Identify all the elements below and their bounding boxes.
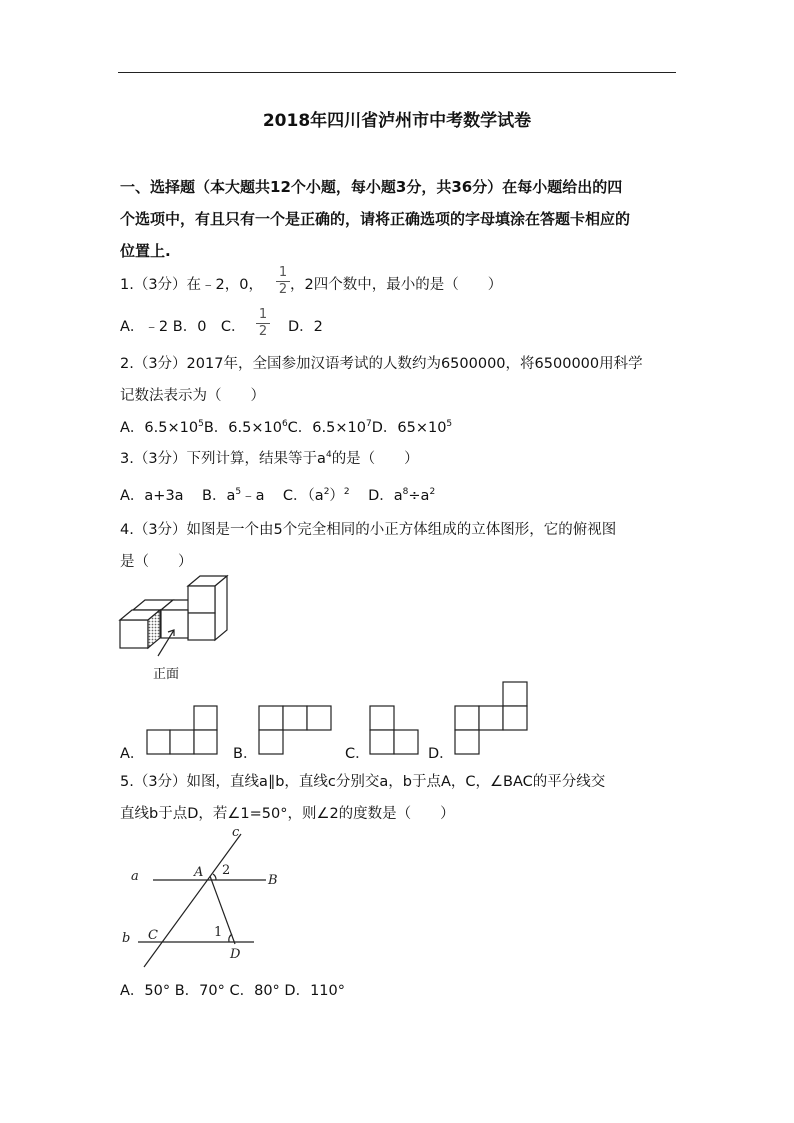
q2-option-b: B．$6.5\times 10^6$ [203,419,288,436]
q4-option-c-label: C． [345,746,370,762]
q5-stem-line-1: 5.（3分）如图，直线a∥b，直线c分别交a，b于点A，C，∠BAC的平分线交 [120,774,606,790]
q2-option-c: C．$6.5\times 10^7$ [287,419,372,436]
q4-stem-line-1: 4.（3分）如图是一个由5个完全相同的小正方体组成的立体图形，它的俯视图 [120,522,617,538]
q3-options [120,484,435,505]
header-rule [118,72,676,73]
q1-stem-end: ，2四个数中，最小的是（ ） [290,277,503,293]
q4-front-label: 正面 [153,667,180,682]
q5-stem-line-2: 直线b于点D，若∠1=50°，则∠2的度数是（ ） [120,806,455,822]
q2-stem-line-1: 2.（3分）2017年，全国参加汉语考试的人数约为6500000，将6500000用科学 [120,356,643,372]
label-a: a [131,869,139,884]
section-heading-line-1: 一、选择题（本大题共12个小题，每小题3分，共36分）在每小题给出的四 [120,178,623,196]
label-c: c [232,825,240,840]
q1-option-c-fraction [256,308,270,339]
label-1: 1 [214,925,223,940]
q5-options: A．50° B．70° C．80° D．110° [120,983,346,999]
q1-options-ab: A．﹣2 B．0 C． [120,319,246,335]
q1-stem-start: 1.（3分）在﹣2，0， [120,277,264,293]
label-2: 2 [222,863,231,878]
label-D: D [230,947,241,962]
q3-option-c: C．$(a^2)^2$ [282,487,350,504]
label-B: B [268,873,278,888]
q4-option-a-label: A． [120,746,145,762]
q2-options [120,416,452,437]
q1-fraction-numerator: 1 [278,265,288,280]
q4-stem-line-2: 是（ ） [120,554,193,570]
q4-option-d-figure [454,681,528,755]
q1-fraction [276,266,290,297]
q1-option-c-numerator: 1 [258,307,268,322]
q5-geometry-figure [118,822,298,972]
q2-option-d: D．$65\times 10^5$ [371,419,453,436]
q3-option-d: D．$a^8\div a^2$ [368,487,436,504]
q2-option-a: A．$6.5\times 10^5$ [120,419,204,436]
label-b: b [122,931,131,946]
section-heading-line-2: 个选项中，有且只有一个是正确的，请将正确选项的字母填涂在答题卡相应的 [120,210,631,228]
q4-option-a-figure [146,705,218,755]
line-c [144,834,241,967]
section-heading-line-3: 位置上. [120,242,171,260]
q4-option-d-label: D． [428,746,454,762]
q3-option-a: A．a+3a [120,488,184,504]
q4-option-b-figure [258,705,332,755]
q1-option-c-denominator: 2 [258,324,268,339]
label-C: C [148,928,158,943]
q2-stem-line-2: 记数法表示为（ ） [120,388,265,404]
q3-stem: 3.（3分）下列计算，结果等于$a^4$的是（ ） [120,450,419,467]
q1-option-d: D．2 [288,319,323,335]
page-title: 2018年四川省泸州市中考数学试卷 [262,111,532,131]
q4-option-c-figure [369,705,419,755]
label-A: A [194,865,204,880]
q3-option-b: B．$a^5﹣a$ [202,487,265,504]
q1-stem [120,273,263,294]
q4-option-b-label: B． [233,746,258,762]
q1-fraction-denominator: 2 [278,282,288,297]
